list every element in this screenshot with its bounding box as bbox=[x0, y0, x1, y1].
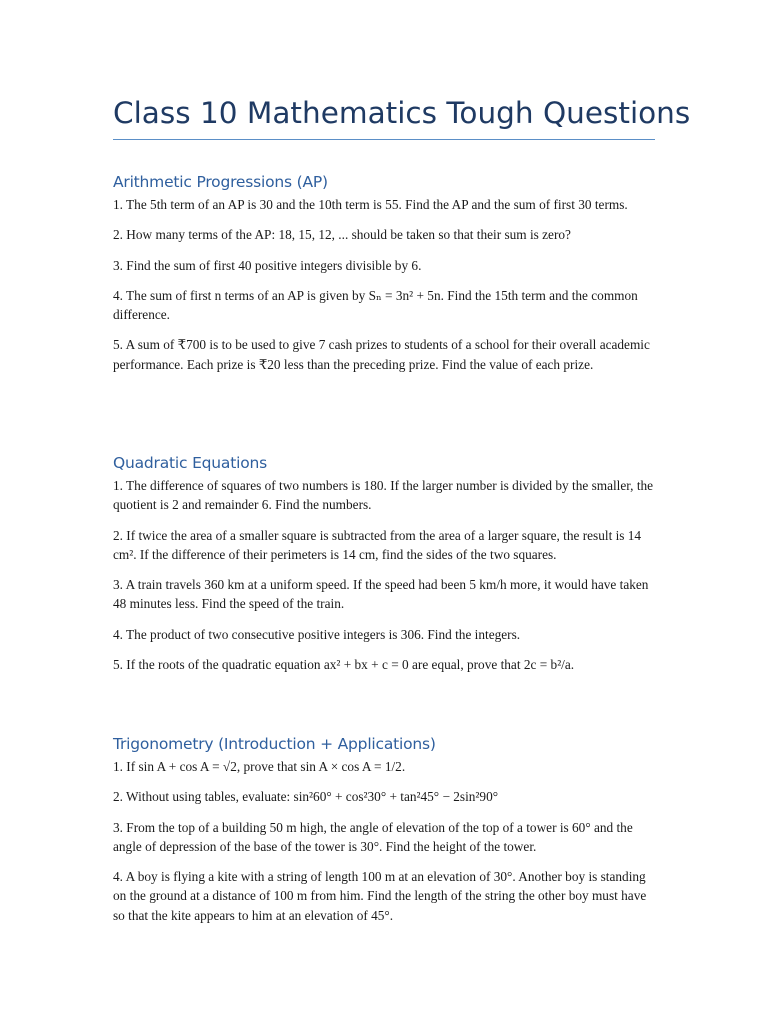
question: 1. The 5th term of an AP is 30 and the 10th term is 55. Find the AP and the sum of first 30 terms. bbox=[113, 197, 628, 212]
question: 2. If twice the area of a smaller square is subtracted from the area of a larger square, the result is 14 cm². If the difference of their perimeters is 14 cm, find the sides of the two squares. bbox=[113, 527, 642, 562]
question: 5. If the roots of the quadratic equation ax² + bx + c = 0 are equal, prove that 2c = b²/a. bbox=[113, 657, 575, 673]
section-quadratic-equations bbox=[113, 452, 655, 685]
question: 5. A sum of ₹700 is to be used to give 7 cash prizes to students of a school for their overall academic performance. Each prize is ₹20 less than the preceding prize. Find the value of each prize. bbox=[113, 337, 650, 372]
section-heading: Trigonometry (Introduction + Applications) bbox=[113, 735, 436, 753]
question: 4. The product of two consecutive positive integers is 306. Find the integers. bbox=[113, 626, 521, 642]
section-heading: Quadratic Equations bbox=[113, 454, 267, 472]
section-heading: Arithmetic Progressions (AP) bbox=[113, 173, 328, 191]
question: 3. Find the sum of first 40 positive integers divisible by 6. bbox=[113, 257, 422, 273]
question: 1. If sin A + cos A = √2, prove that sin A × cos A = 1/2. bbox=[113, 759, 406, 774]
question: 3. A train travels 360 km at a uniform speed. If the speed had been 5 km/h more, it would have taken 48 minutes less. Find the speed of the train. bbox=[113, 577, 649, 612]
question: 2. Without using tables, evaluate: sin²60° + cos²30° + tan²45° − 2sin²90° bbox=[113, 789, 499, 805]
question: 4. A boy is flying a kite with a string of length 100 m at an elevation of 30°. Another boy is standing on the ground at a distance of 100 m from him. Find the length of the string the other boy must have so that the kite appears to him at an elevation of 45°. bbox=[113, 869, 647, 923]
question: 1. The difference of squares of two numbers is 180. If the larger number is divided by the smaller, the quotient is 2 and remainder 6. Find the numbers. bbox=[113, 478, 654, 513]
section-trigonometry bbox=[113, 733, 655, 936]
question: 4. The sum of first n terms of an AP is given by Sₙ = 3n² + 5n. Find the 15th term and the common difference. bbox=[113, 287, 638, 323]
question: 3. From the top of a building 50 m high, the angle of elevation of the top of a tower is 60° and the angle of depression of the base of the tower is 30°. Find the height of the tower. bbox=[113, 819, 633, 854]
section-arithmetic-progressions bbox=[113, 171, 655, 385]
question: 2. How many terms of the AP: 18, 15, 12, ... should be taken so that their sum is zero? bbox=[113, 227, 571, 243]
document-title: Class 10 Mathematics Tough Questions bbox=[113, 93, 655, 140]
